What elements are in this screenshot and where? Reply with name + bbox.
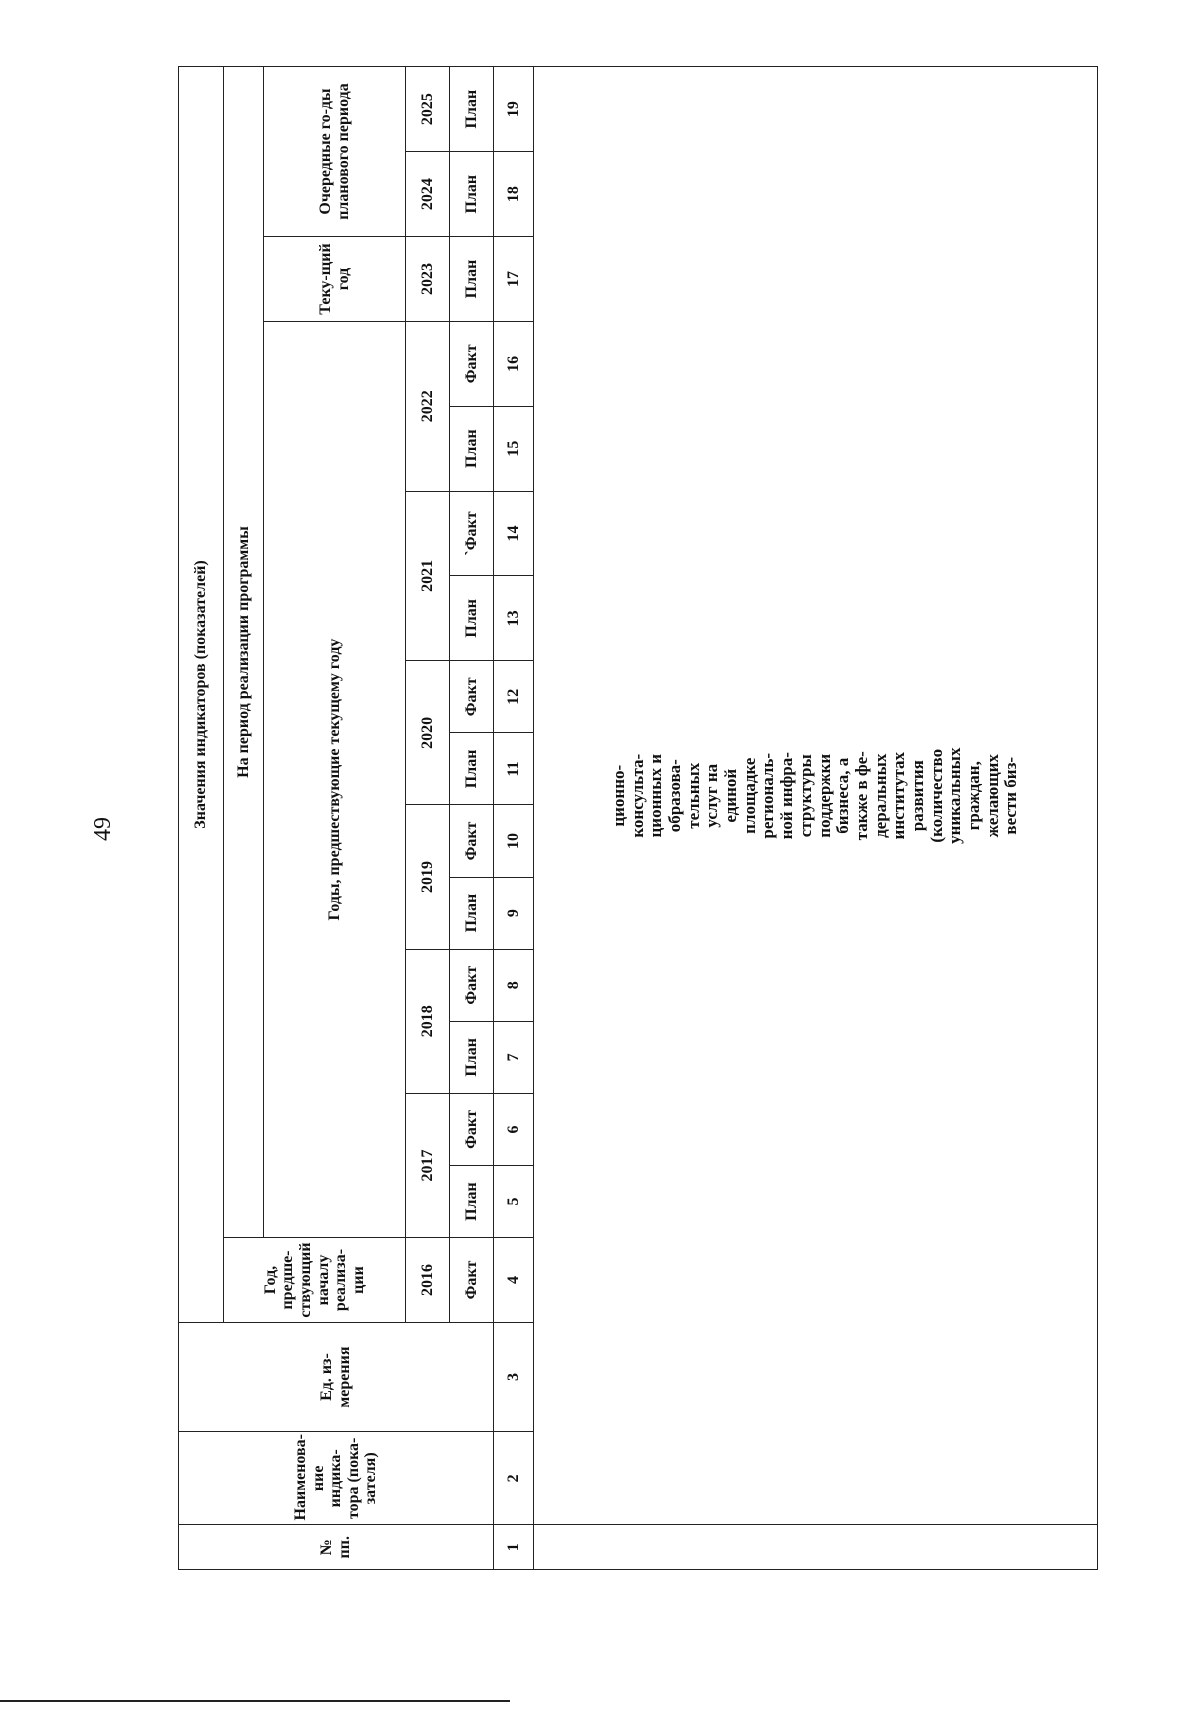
body-text-line: институтах <box>889 752 909 840</box>
body-text-line: развития <box>907 760 927 832</box>
body-text-line: бизнеса, а <box>833 757 853 834</box>
subheader-c4: Факт <box>450 1238 494 1323</box>
year-2024: 2024 <box>406 152 450 237</box>
subheader-c9: План <box>450 877 494 949</box>
subheader-c5: План <box>450 1165 494 1237</box>
year-2022: 2022 <box>406 321 450 491</box>
column-number: 15 <box>494 406 534 491</box>
year-2021: 2021 <box>406 491 450 661</box>
page-number: 49 <box>90 817 116 841</box>
body-text-line: желающих <box>982 754 1002 838</box>
subheader-c15: План <box>450 406 494 491</box>
year-2019: 2019 <box>406 805 450 949</box>
header-program-period: На период реализации программы <box>224 67 264 1238</box>
body-text-line: тельных <box>683 762 703 829</box>
subheader-c10: Факт <box>450 805 494 877</box>
subheader-c8: Факт <box>450 949 494 1021</box>
body-text-line: ционно- <box>608 764 628 827</box>
header-values-group: Значения индикаторов (показателей) <box>179 67 224 1323</box>
header-next-years: Очередные го-ды планового периода <box>264 67 406 237</box>
column-number: 10 <box>494 805 534 877</box>
column-number-row <box>494 67 534 1570</box>
body-text-line: образова- <box>665 759 684 833</box>
body-text-line: структуры <box>795 754 815 838</box>
column-number: 6 <box>494 1093 534 1165</box>
body-text-line: уникальных <box>945 747 965 844</box>
header-number: № пп. <box>179 1525 494 1570</box>
header-indicator-name: Наименова-ние индика-тора (пока-зателя) <box>179 1432 494 1525</box>
body-text-line: площадке <box>739 757 759 834</box>
column-number: 9 <box>494 877 534 949</box>
header-preceding-years: Годы, предшествующие текущему году <box>264 321 406 1237</box>
column-number: 18 <box>494 152 534 237</box>
column-number: 2 <box>494 1432 534 1525</box>
body-text-line: деральных <box>870 753 890 838</box>
year-2017: 2017 <box>406 1093 450 1237</box>
subheader-c7: План <box>450 1021 494 1093</box>
body-cell-indicator-text <box>534 67 1098 1525</box>
table-row <box>534 67 1098 1570</box>
body-cell-number <box>534 1525 1098 1570</box>
column-number: 7 <box>494 1021 534 1093</box>
column-number: 11 <box>494 733 534 805</box>
year-2025: 2025 <box>406 67 450 152</box>
rotated-table-container <box>178 66 1098 1570</box>
subheader-c13: План <box>450 576 494 661</box>
column-number: 5 <box>494 1165 534 1237</box>
subheader-c16: Факт <box>450 321 494 406</box>
subheader-c12: Факт <box>450 661 494 733</box>
body-text-line: вести биз- <box>1001 756 1021 835</box>
body-text-line: консульта- <box>627 753 647 838</box>
column-number: 1 <box>494 1525 534 1570</box>
subheader-c6: Факт <box>450 1093 494 1165</box>
body-text-line: региональ- <box>758 752 778 839</box>
subheader-c19: План <box>450 67 494 152</box>
column-number: 4 <box>494 1238 534 1323</box>
column-number: 19 <box>494 67 534 152</box>
year-2023: 2023 <box>406 237 450 322</box>
subheader-c18: План <box>450 152 494 237</box>
column-number: 12 <box>494 661 534 733</box>
body-text-line: ционных и <box>646 753 666 838</box>
header-prior-year: Год, предше-ствующий началу реализа-ции <box>224 1238 406 1323</box>
column-number: 17 <box>494 237 534 322</box>
header-unit: Ед. из-мерения <box>179 1322 494 1431</box>
year-2020: 2020 <box>406 661 450 805</box>
year-2018: 2018 <box>406 949 450 1093</box>
subheader-c11: План <box>450 733 494 805</box>
body-text-line: граждан, <box>964 761 983 831</box>
body-text-line: ной инфра- <box>777 752 797 840</box>
subheader-c14: `Факт <box>450 491 494 576</box>
body-text-line: единой <box>721 768 741 823</box>
rotated-table-inner <box>178 66 1098 1570</box>
subheader-c17: План <box>450 237 494 322</box>
body-text-line: (количество <box>926 748 946 843</box>
body-text-line: услуг на <box>702 763 722 828</box>
body-text-line: также в фе- <box>851 751 871 841</box>
column-number: 3 <box>494 1322 534 1431</box>
body-text-line: поддержки <box>814 753 834 838</box>
year-2016: 2016 <box>406 1238 450 1323</box>
header-current-year: Теку-щий год <box>264 237 406 322</box>
column-number: 13 <box>494 576 534 661</box>
bottom-rule-line <box>0 1700 510 1702</box>
column-number: 8 <box>494 949 534 1021</box>
column-number: 16 <box>494 321 534 406</box>
indicators-table <box>178 66 1098 1570</box>
column-number: 14 <box>494 491 534 576</box>
